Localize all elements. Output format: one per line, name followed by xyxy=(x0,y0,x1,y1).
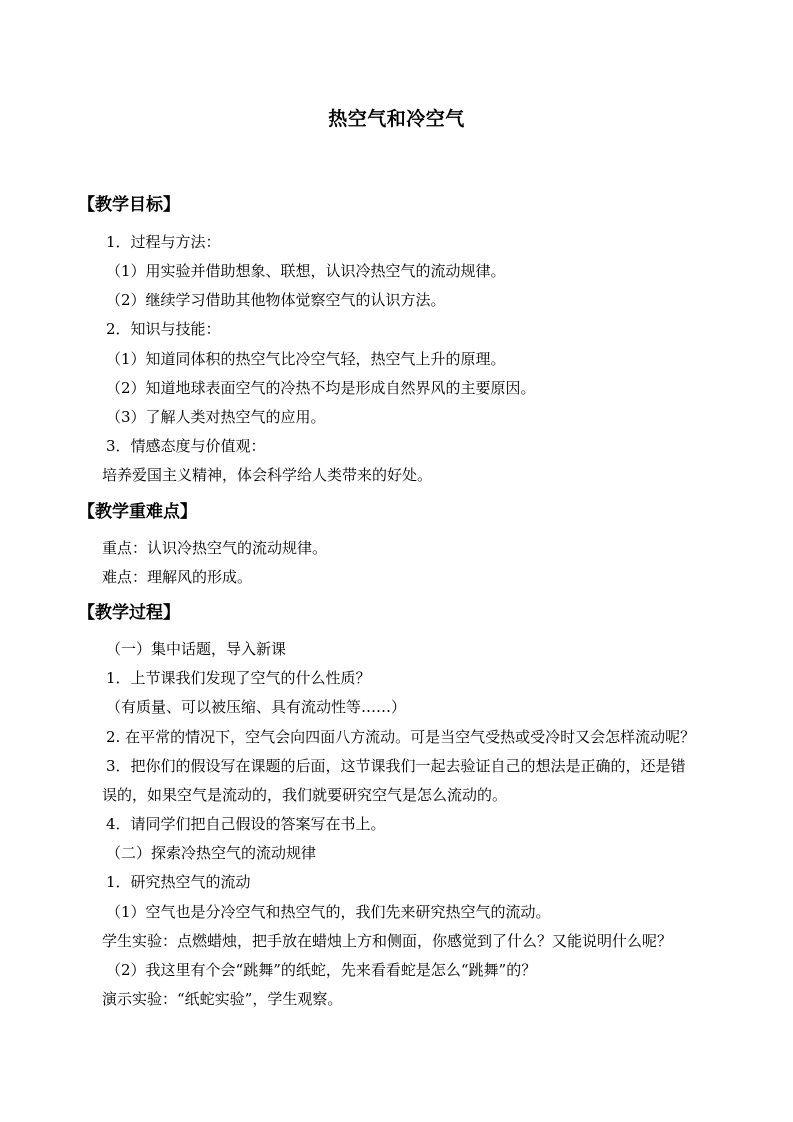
process-line: 误的，如果空气是流动的，我们就要研究空气是怎么流动的。 xyxy=(102,786,508,804)
key-points-line: 重点：认识冷热空气的流动规律。 xyxy=(102,539,328,557)
process-line: （一）集中话题，导入新课 xyxy=(106,640,287,658)
process-line: 4．请同学们把自己假设的答案写在书上。 xyxy=(106,815,386,833)
goals-line: 2．知识与技能： xyxy=(106,320,221,338)
process-line: 2. 在平常的情况下，空气会向四面八方流动。可是当空气受热或受冷时又会怎样流动呢？ xyxy=(106,728,696,746)
goals-line: （2）继续学习借助其他物体觉察空气的认识方法。 xyxy=(106,291,446,309)
goals-line: 培养爱国主义精神，体会科学给人类带来的好处。 xyxy=(102,466,433,484)
goals-line: （1）用实验并借助想象、联想，认识冷热空气的流动规律。 xyxy=(106,262,506,280)
process-line: 学生实验：点燃蜡烛，把手放在蜡烛上方和侧面，你感觉到了什么？又能说明什么呢？ xyxy=(102,932,673,950)
process-line: 1．上节课我们发现了空气的什么性质？ xyxy=(106,669,371,687)
goals-line: （3）了解人类对热空气的应用。 xyxy=(106,408,326,426)
goals-line: 3．情感态度与价值观： xyxy=(106,437,266,455)
process-line: （二）探索冷热空气的流动规律 xyxy=(106,844,317,862)
section-heading-process: 【教学过程】 xyxy=(78,603,180,623)
process-line: （1）空气也是分冷空气和热空气的，我们先来研究热空气的流动。 xyxy=(106,903,551,921)
goals-line: 1．过程与方法： xyxy=(106,233,221,251)
process-line: （有质量、可以被压缩、具有流动性等……） xyxy=(106,698,407,716)
key-points-line: 难点：理解风的形成。 xyxy=(102,568,253,586)
process-line: 3．把你们的假设写在课题的后面，这节课我们一起去验证自己的想法是正确的，还是错 xyxy=(106,757,686,775)
section-heading-key-points: 【教学重难点】 xyxy=(78,502,197,522)
document-title: 热空气和冷空气 xyxy=(328,108,465,130)
process-line: 1．研究热空气的流动 xyxy=(106,873,251,891)
goals-line: （2）知道地球表面空气的冷热不均是形成自然界风的主要原因。 xyxy=(106,379,536,397)
goals-line: （1）知道同体积的热空气比冷空气轻，热空气上升的原理。 xyxy=(106,350,506,368)
process-line: （2）我这里有个会“跳舞”的纸蛇，先来看看蛇是怎么“跳舞”的？ xyxy=(106,961,537,979)
section-heading-goals: 【教学目标】 xyxy=(78,195,180,215)
process-line: 演示实验：“纸蛇实验”，学生观察。 xyxy=(102,990,343,1008)
